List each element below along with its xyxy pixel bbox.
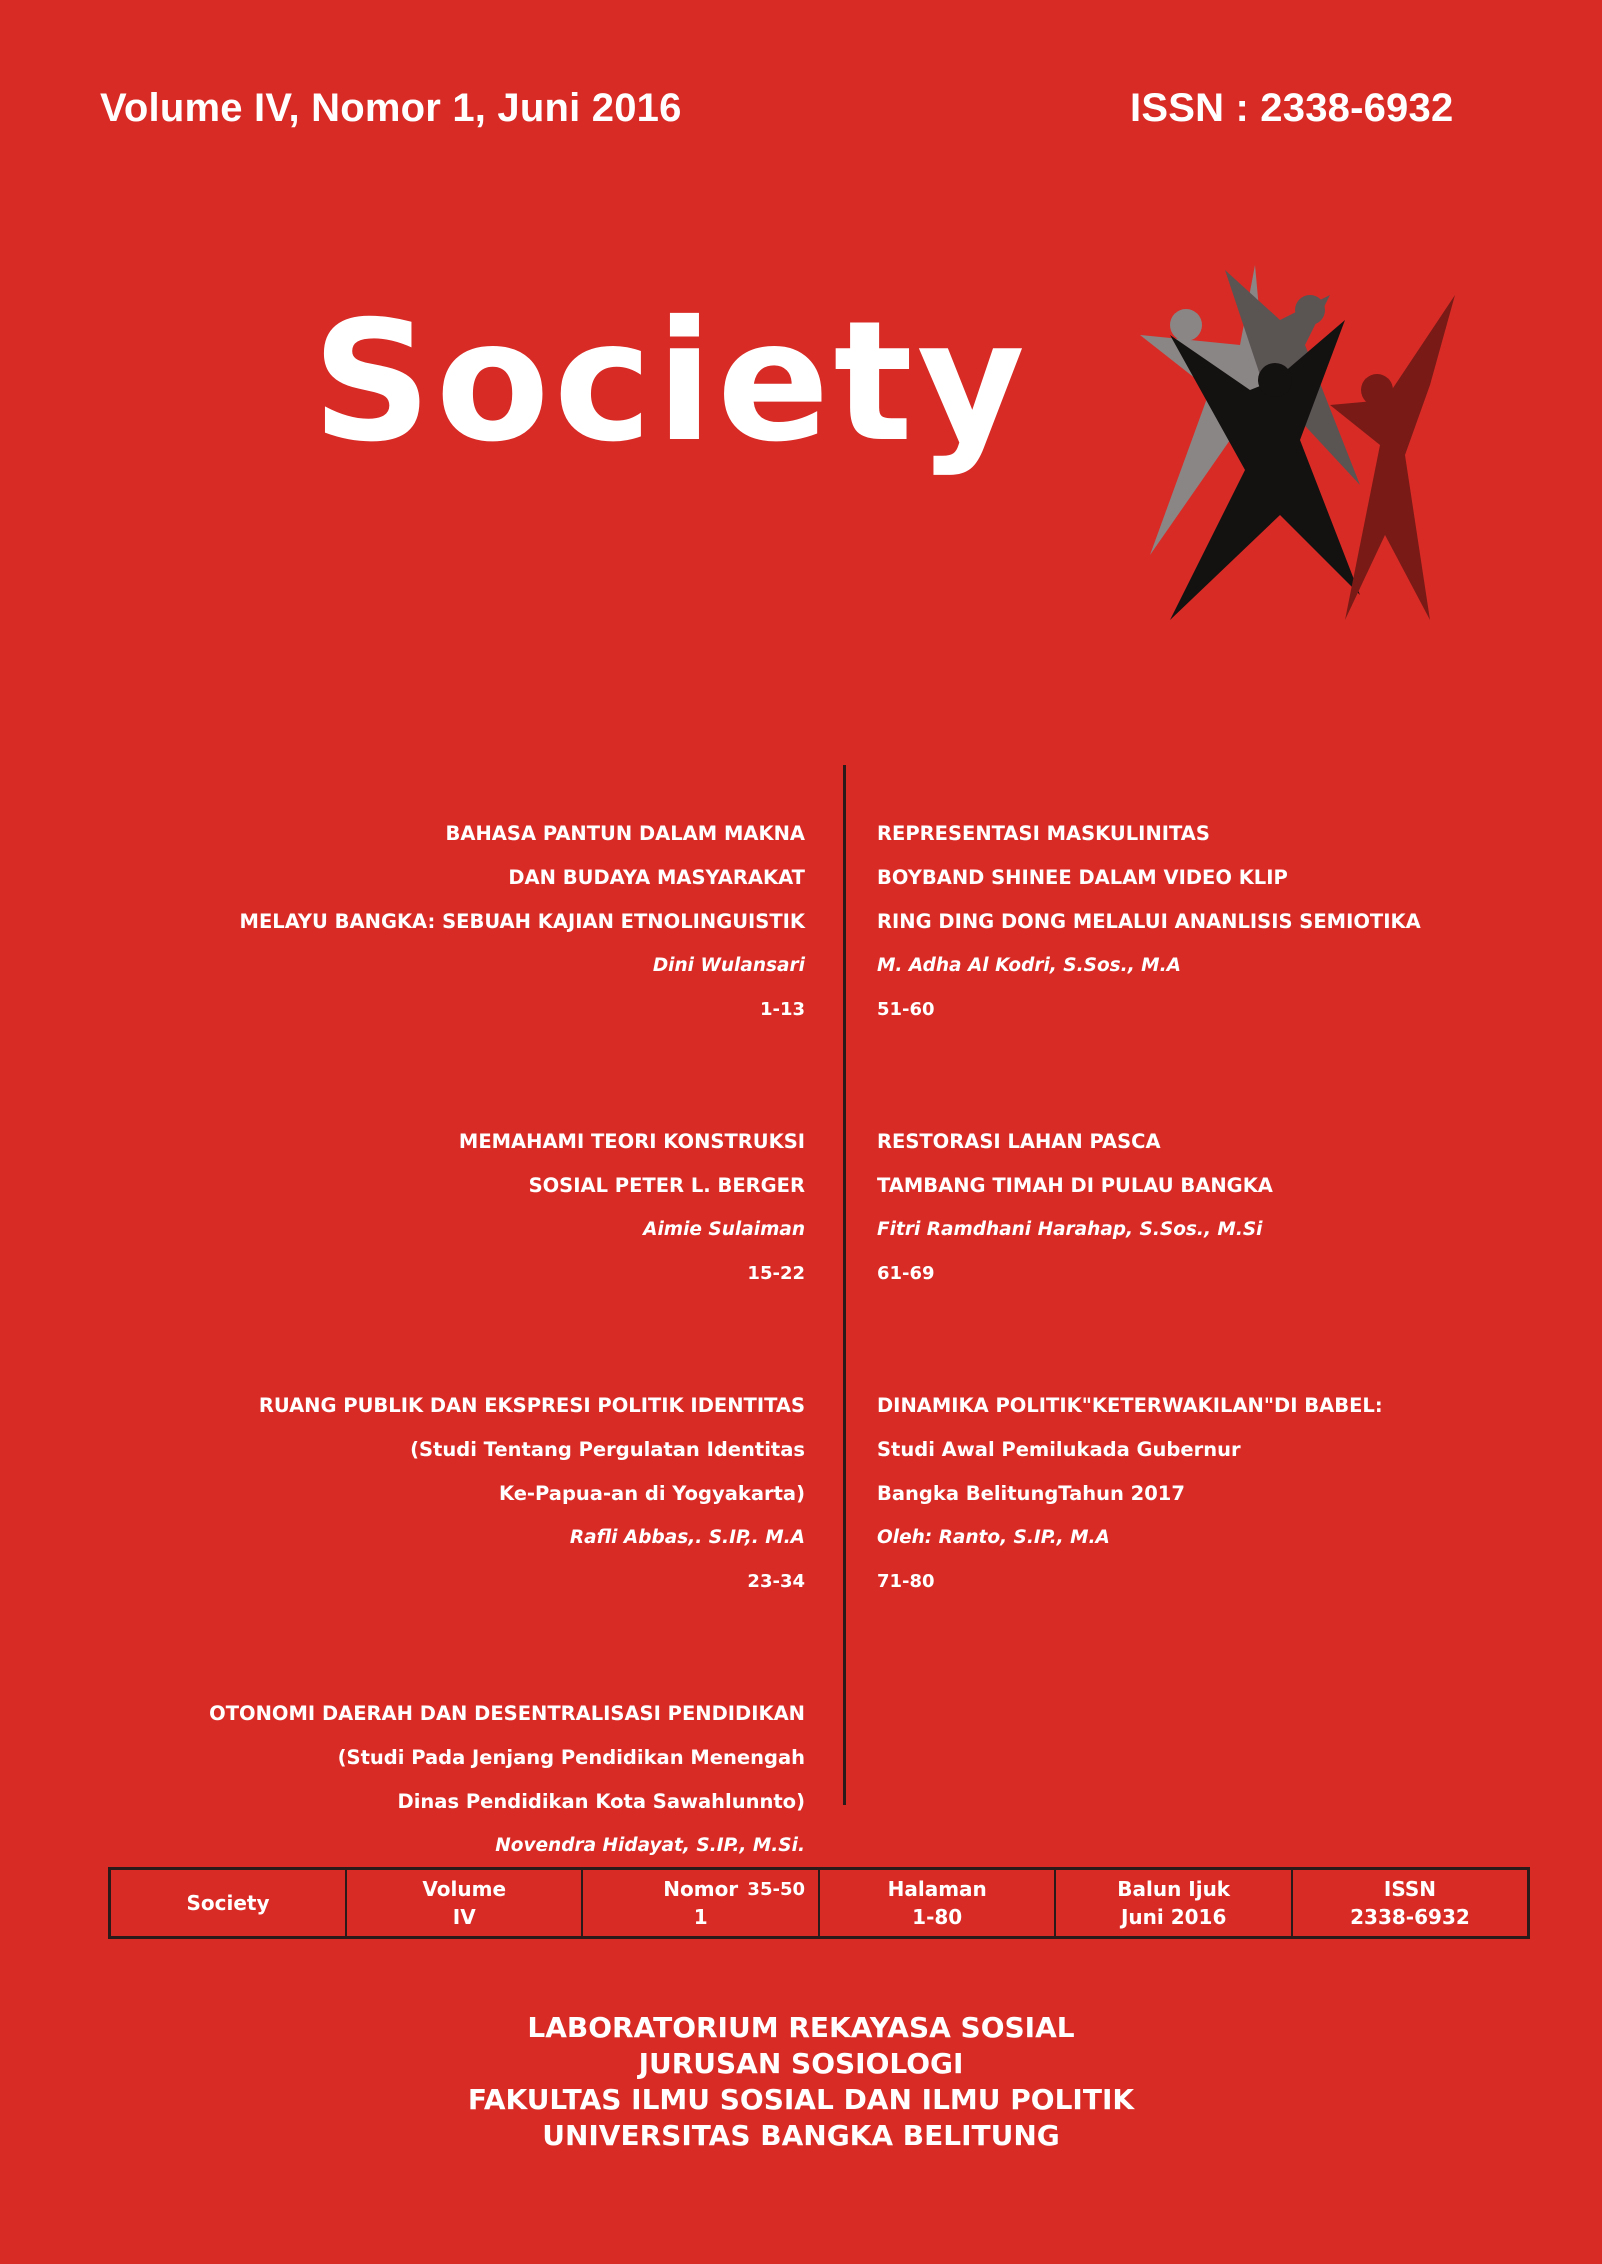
article-title-line: MELAYU BANGKA: SEBUAH KAJIAN ETNOLINGUISTIK <box>239 910 805 933</box>
table-cell-issue: Nomor 1 <box>582 1869 818 1938</box>
article-pages: 23-34 <box>747 1571 805 1592</box>
article-pages: 1-13 <box>759 999 805 1020</box>
article-author: Dini Wulansari <box>652 955 805 976</box>
article-author: M. Adha Al Kodri, S.Sos., M.A <box>877 955 1181 976</box>
table-cell-pages: Halaman 1-80 <box>819 1869 1055 1938</box>
contents-left-column <box>125 812 805 1912</box>
article-title-line: BOYBAND SHINEE DALAM VIDEO KLIP <box>877 866 1288 889</box>
article-title-line: Studi Awal Pemilukada Gubernur <box>877 1438 1241 1461</box>
article-title-line: BAHASA PANTUN DALAM MAKNA <box>445 822 805 845</box>
publisher-block <box>0 2010 1602 2154</box>
publication-info-table <box>108 1867 1530 1939</box>
article-title-line: RESTORASI LAHAN PASCA <box>877 1130 1161 1153</box>
article-entry <box>125 1384 805 1604</box>
article-title-line: Ke-Papua-an di Yogyakarta) <box>498 1482 805 1505</box>
article-author: Novendra Hidayat, S.IP., M.Si. <box>495 1835 805 1856</box>
column-divider <box>843 765 846 1805</box>
article-title-line: SOSIAL PETER L. BERGER <box>528 1174 805 1197</box>
article-pages: 35-50 <box>747 1879 805 1900</box>
article-title-line: (Studi Pada Jenjang Pendidikan Menengah <box>337 1746 805 1769</box>
article-author: Oleh: Ranto, S.IP., M.A <box>877 1527 1110 1548</box>
article-title-line: DAN BUDAYA MASYARAKAT <box>508 866 805 889</box>
volume-issue-date: Volume IV, Nomor 1, Juni 2016 <box>100 86 682 130</box>
table-row <box>110 1869 1529 1938</box>
table-cell-place-date: Balun Ijuk Juni 2016 <box>1055 1869 1291 1938</box>
article-entry <box>125 812 805 1032</box>
article-author: Fitri Ramdhani Harahap, S.Sos., M.Si <box>877 1219 1263 1240</box>
article-pages: 71-80 <box>877 1571 935 1592</box>
article-title-line: RUANG PUBLIK DAN EKSPRESI POLITIK IDENTITAS <box>258 1394 805 1417</box>
article-title-line: Dinas Pendidikan Kota Sawahlunnto) <box>397 1790 805 1813</box>
article-title-line: TAMBANG TIMAH DI PULAU BANGKA <box>877 1174 1273 1197</box>
contents-right-column <box>877 812 1577 1604</box>
issn-label: ISSN : 2338-6932 <box>1130 86 1454 130</box>
publisher-line: LABORATORIUM REKAYASA SOSIAL <box>527 2011 1075 2044</box>
article-pages: 61-69 <box>877 1263 935 1284</box>
article-entry <box>125 1120 805 1296</box>
article-author: Rafli Abbas,. S.IP,. M.A <box>569 1527 805 1548</box>
article-pages: 51-60 <box>877 999 935 1020</box>
publisher-line: JURUSAN SOSIOLOGI <box>638 2047 964 2080</box>
article-title-line: RING DING DONG MELALUI ANANLISIS SEMIOTIKA <box>877 910 1421 933</box>
society-people-logo-icon <box>1130 225 1460 655</box>
journal-title: Society <box>312 286 1030 479</box>
article-title-line: OTONOMI DAERAH DAN DESENTRALISASI PENDIDIKAN <box>209 1702 805 1725</box>
article-title-line: REPRESENTASI MASKULINITAS <box>877 822 1210 845</box>
table-cell-issn: ISSN 2338-6932 <box>1292 1869 1529 1938</box>
article-title-line: DINAMIKA POLITIK"KETERWAKILAN"DI BABEL: <box>877 1394 1383 1417</box>
article-author: Aimie Sulaiman <box>643 1219 805 1240</box>
article-title-line: Bangka BelitungTahun 2017 <box>877 1482 1185 1505</box>
article-entry <box>877 1120 1577 1296</box>
table-cell-volume: Volume IV <box>346 1869 582 1938</box>
article-entry <box>877 1384 1577 1604</box>
publisher-line: FAKULTAS ILMU SOSIAL DAN ILMU POLITIK <box>467 2083 1135 2116</box>
table-cell-journal: Society <box>110 1869 346 1938</box>
article-title-line: MEMAHAMI TEORI KONSTRUKSI <box>458 1130 805 1153</box>
article-pages: 15-22 <box>747 1263 805 1284</box>
article-entry <box>877 812 1577 1032</box>
article-title-line: (Studi Tentang Pergulatan Identitas <box>410 1438 805 1461</box>
publisher-line: UNIVERSITAS BANGKA BELITUNG <box>542 2119 1060 2152</box>
